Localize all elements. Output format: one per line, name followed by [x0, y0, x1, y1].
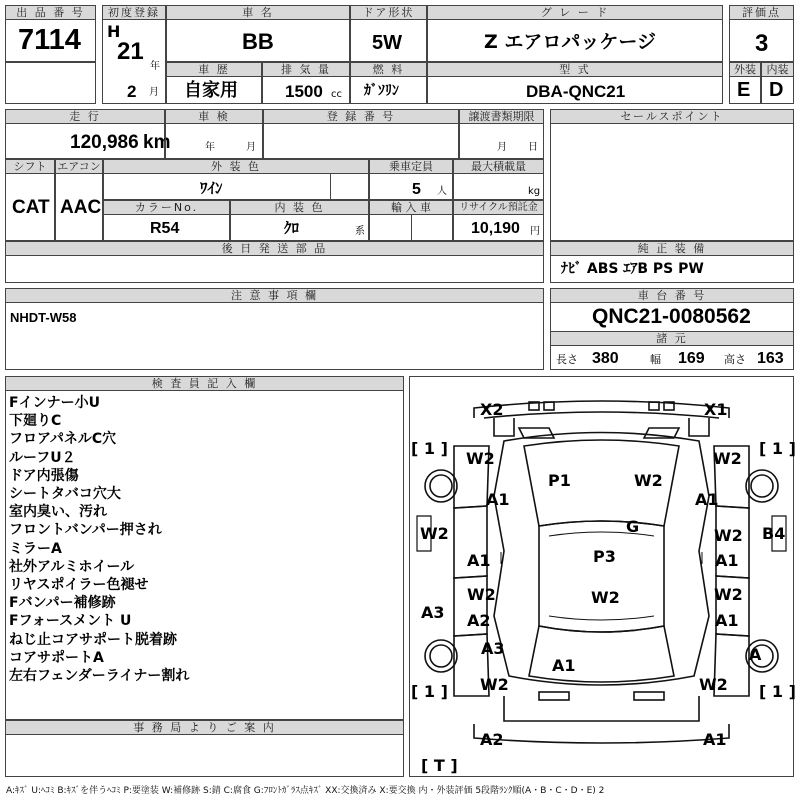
- lot-number: 7114: [18, 24, 81, 56]
- car-name-label: 車 名: [166, 5, 350, 20]
- fuel: ｶﾞｿﾘﾝ: [364, 83, 399, 99]
- mark-rear-roof: W2: [591, 588, 620, 607]
- model-label: 型 式: [427, 62, 723, 77]
- mark-rear-bumper-right: A1: [703, 730, 727, 749]
- capacity-unit: 人: [437, 186, 447, 197]
- chassis-label: 車 台 番 号: [550, 288, 794, 303]
- note-line: Fフォースメント U: [9, 613, 132, 630]
- mark-right-front-door: W2: [714, 526, 743, 545]
- lot-label: 出 品 番 号: [5, 5, 96, 20]
- inspector-notes: [9, 394, 189, 685]
- displacement: 1500: [285, 82, 323, 101]
- capacity: 5: [412, 181, 421, 198]
- note-line: フロントバンパー押され: [9, 522, 162, 539]
- note-line: 下廻りC: [9, 413, 62, 430]
- car-name: BB: [242, 29, 274, 54]
- capacity-label: 乗車定員: [369, 159, 453, 174]
- caution-value: NHDT-W58: [10, 310, 77, 325]
- note-line: シートタバコ穴大: [9, 486, 121, 503]
- inspection-year-unit: 年: [205, 142, 215, 153]
- model: DBA-QNC21: [526, 82, 626, 101]
- plate-label: 登 録 番 号: [263, 109, 459, 124]
- reg-label: 初度登録: [102, 5, 166, 20]
- mark-left-fender: A1: [486, 490, 510, 509]
- import-divider: [411, 214, 412, 241]
- inspector-label: 検 査 員 記 入 欄: [5, 376, 404, 391]
- reg-era: H: [107, 22, 121, 41]
- score-label: 評価点: [729, 5, 794, 20]
- door: 5W: [372, 32, 402, 54]
- note-line: Fインナー小U: [9, 395, 100, 411]
- displacement-unit: cc: [331, 89, 342, 100]
- mark-right-front-door-lower: A1: [715, 551, 739, 570]
- mileage-unit: km: [143, 132, 171, 153]
- damage-legend: A:ｷｽﾞ U:ﾍｺﾐ B:ｷｽﾞを伴うﾍｺﾐ P:要塗装 W:補修跡 S:錆 C:腐食 G:ﾌﾛﾝﾄｶﾞﾗｽ点ｷｽﾞ XX:交換済み X:要交換 内・外装評価 5段階ﾗﾝｸ順(A・B・C・D・E) 2: [6, 786, 605, 796]
- equipment-label: 純 正 装 備: [550, 241, 794, 256]
- mark-front-bumper-right: X1: [704, 400, 728, 419]
- mark-left-quarter: A3: [481, 639, 505, 658]
- reg-month: 2: [127, 82, 137, 101]
- mark-roof: P3: [593, 547, 616, 566]
- note-line: コアサポートA: [9, 649, 104, 666]
- mark-left-step: A3: [421, 603, 445, 622]
- note-line: ミラーA: [9, 540, 62, 557]
- exterior-grade: E: [737, 79, 751, 101]
- color-no-label: カラーNo.: [103, 200, 230, 215]
- chassis-number: QNC21-0080562: [592, 305, 751, 328]
- width-label: 幅: [650, 353, 661, 366]
- history-label: 車 歴: [166, 62, 262, 77]
- mark-left-front-door-lower: A1: [467, 551, 491, 570]
- note-line: ドア内張傷: [9, 467, 79, 484]
- recycle-label: リサイクル預託金: [453, 200, 544, 215]
- later-parts-label: 後 日 発 送 部 品: [5, 241, 544, 256]
- height-label: 高さ: [724, 353, 746, 366]
- mark-front-right-wheel: [ 1 ]: [759, 439, 796, 458]
- mark-rear-left-wheel: [ 1 ]: [411, 682, 448, 701]
- mileage-label: 走 行: [5, 109, 165, 124]
- lot-sub-box: [5, 62, 96, 104]
- note-line: ねじ止コアサポート脱着跡: [9, 631, 177, 648]
- int-color-label: 内 装 色: [230, 200, 369, 215]
- mark-hood-right: W2: [634, 471, 663, 490]
- transfer-month-unit: 月: [497, 142, 507, 153]
- grade: Z エアロパッケージ: [484, 31, 657, 53]
- mark-front-right-fender: W2: [713, 449, 742, 468]
- dims-label: 諸 元: [550, 331, 794, 346]
- mark-hood-left: P1: [548, 471, 571, 490]
- note-line: 社外アルミホイール: [9, 558, 135, 575]
- recycle-unit: 円: [530, 226, 540, 237]
- note-line: フロアパネルC穴: [9, 431, 117, 448]
- mark-right-rear-door: W2: [714, 585, 743, 604]
- displacement-label: 排 気 量: [262, 62, 350, 77]
- length: 380: [592, 350, 619, 367]
- car-condition-diagram: [409, 376, 794, 777]
- caution-label: 注 意 事 項 欄: [5, 288, 544, 303]
- mark-left-rear-door-lower: A2: [467, 611, 491, 630]
- note-line: Fバンパー補修跡: [9, 595, 116, 612]
- note-line: ルーフU２: [9, 449, 76, 466]
- mark-windshield: G: [626, 517, 640, 536]
- score: 3: [755, 30, 769, 57]
- color-no: R54: [150, 220, 180, 237]
- mark-right-rear-fender: W2: [699, 675, 728, 694]
- height: 163: [757, 350, 784, 367]
- mileage: 120,986: [70, 132, 139, 153]
- mark-front-bumper-left: X2: [480, 400, 504, 419]
- color: ﾜｲﾝ: [200, 179, 223, 197]
- mark-right-fender: A1: [695, 490, 719, 509]
- mark-trunk: [ T ]: [421, 756, 458, 775]
- mark-right-mirror: B4: [762, 524, 786, 543]
- reg-year: 21: [117, 38, 144, 65]
- sales-points-label: セールスポイント: [550, 109, 794, 124]
- reg-month-unit: 月: [149, 87, 159, 98]
- mark-rear-right-wheel-bracket: [ 1 ]: [759, 682, 796, 701]
- ac-label: エアコン: [55, 159, 103, 174]
- exterior-label: 外装: [729, 62, 761, 77]
- grade-label: グ レ ー ド: [427, 5, 723, 20]
- import-label: 輸 入 車: [369, 200, 453, 215]
- mark-right-rear-door-lower: A1: [715, 611, 739, 630]
- mark-left-rear-door: W2: [467, 585, 496, 604]
- shift: CAT: [12, 197, 50, 218]
- color-label: 外 装 色: [103, 159, 369, 174]
- transfer-day-unit: 日: [528, 142, 538, 153]
- interior-label: 内装: [761, 62, 794, 77]
- inspection-month-unit: 月: [246, 142, 256, 153]
- reg-year-unit: 年: [150, 61, 160, 72]
- note-line: 室内臭い、汚れ: [9, 504, 107, 521]
- mark-left-front-door: W2: [420, 524, 449, 543]
- mark-front-left-fender: W2: [466, 449, 495, 468]
- load-unit: kg: [528, 186, 541, 197]
- shift-label: シフト: [5, 159, 55, 174]
- transfer-label: 譲渡書類期限: [459, 109, 544, 124]
- length-label: 長さ: [556, 353, 578, 366]
- int-color: ｸﾛ: [284, 219, 300, 237]
- interior-grade: D: [769, 79, 784, 101]
- equipment-value: ﾅﾋﾞ ABS ｴｱB PS PW: [561, 261, 704, 277]
- mark-left-rear-fender: W2: [480, 675, 509, 694]
- color-divider: [330, 173, 331, 200]
- note-line: リヤスポイラー色褪せ: [9, 577, 149, 594]
- sales-points-box: [550, 109, 794, 241]
- mark-right-rear-wheel: A: [749, 645, 762, 664]
- int-color-unit: 系: [355, 226, 365, 237]
- history: 自家用: [184, 80, 238, 101]
- fuel-label: 燃 料: [350, 62, 427, 77]
- mark-rear-bumper-left: A2: [480, 730, 504, 749]
- note-line: 左右フェンダーライナー割れ: [9, 668, 190, 685]
- office-label: 事 務 局 よ り ご 案 内: [5, 720, 404, 735]
- load-label: 最大積載量: [453, 159, 544, 174]
- mark-rear-glass: A1: [552, 656, 576, 675]
- inspection-label: 車 検: [165, 109, 263, 124]
- door-label: ドア形状: [350, 5, 427, 20]
- mark-front-left-wheel: [ 1 ]: [411, 439, 448, 458]
- ac: AAC: [60, 197, 102, 218]
- width: 169: [678, 350, 705, 367]
- recycle: 10,190: [471, 220, 520, 237]
